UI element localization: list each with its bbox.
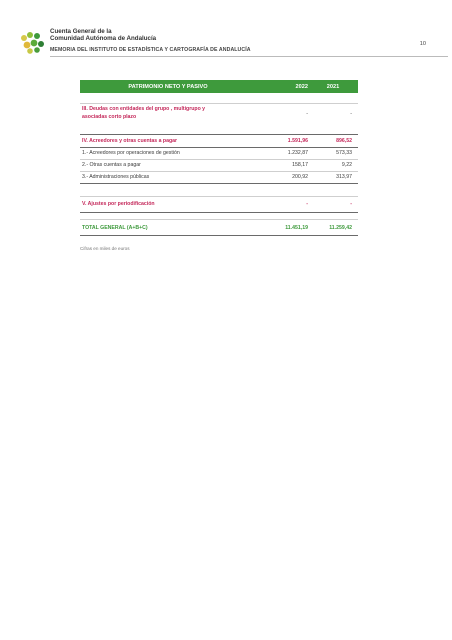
divider bbox=[80, 219, 358, 220]
value-2022: 1.591,96 bbox=[287, 138, 308, 144]
row-label: IV. Acreedores y otras cuentas a pagar bbox=[82, 138, 178, 144]
header-divider bbox=[50, 56, 448, 57]
value-2021: 313,97 bbox=[336, 174, 352, 180]
row-label: V. Ajustes por periodificación bbox=[82, 201, 155, 207]
row-label bbox=[82, 105, 254, 121]
divider bbox=[80, 212, 358, 213]
row-label-line1: III. Deudas con entidades del grupo , multigrupo y bbox=[82, 106, 206, 112]
column-header-concept: PATRIMONIO NETO Y PASIVO bbox=[128, 83, 208, 90]
divider bbox=[80, 196, 358, 197]
page-header bbox=[18, 28, 434, 58]
org-name-line2: Comunidad Autónoma de Andalucía bbox=[50, 35, 157, 42]
table-row-section-iii bbox=[80, 105, 358, 123]
divider bbox=[80, 171, 358, 172]
junta-andalucia-logo-icon bbox=[18, 30, 48, 56]
row-label: 2.- Otras cuentas a pagar bbox=[82, 162, 141, 168]
value-2021: 9,22 bbox=[341, 162, 352, 168]
column-header-2021: 2021 bbox=[326, 83, 340, 90]
value-2022: - bbox=[306, 111, 308, 117]
row-label: TOTAL GENERAL (A+B+C) bbox=[82, 225, 148, 231]
value-2022: - bbox=[306, 201, 308, 207]
divider bbox=[80, 183, 358, 184]
value-2022: 200,92 bbox=[292, 174, 308, 180]
value-2021: 573,33 bbox=[336, 150, 352, 156]
row-label: 1.- Acreedores por operaciones de gestión bbox=[82, 150, 180, 156]
table-header-row bbox=[80, 80, 358, 93]
footnote: Cifras en miles de euros bbox=[80, 246, 130, 251]
document-subtitle: MEMORIA DEL INSTITUTO DE ESTADÍSTICA Y CARTOGRAFÍA DE ANDALUCÍA bbox=[50, 47, 251, 53]
divider bbox=[80, 134, 358, 135]
page-number: 10 bbox=[419, 41, 426, 47]
value-2022: 158,17 bbox=[292, 162, 308, 168]
divider bbox=[80, 159, 358, 160]
row-label-line2: asociadas corto plazo bbox=[82, 114, 137, 120]
divider bbox=[80, 235, 358, 236]
value-2021: 896,52 bbox=[336, 138, 352, 144]
divider bbox=[80, 103, 358, 104]
divider bbox=[80, 147, 358, 148]
value-2021: 11.259,42 bbox=[329, 225, 352, 231]
value-2021: - bbox=[350, 111, 352, 117]
value-2022: 11.451,19 bbox=[285, 225, 308, 231]
balance-table bbox=[80, 80, 358, 231]
column-header-2022: 2022 bbox=[295, 83, 308, 90]
org-name-line1: Cuenta General de la bbox=[50, 28, 112, 35]
value-2021: - bbox=[350, 201, 352, 207]
value-2022: 1.232,87 bbox=[287, 150, 308, 156]
row-label: 3.- Administraciones públicas bbox=[82, 174, 150, 180]
